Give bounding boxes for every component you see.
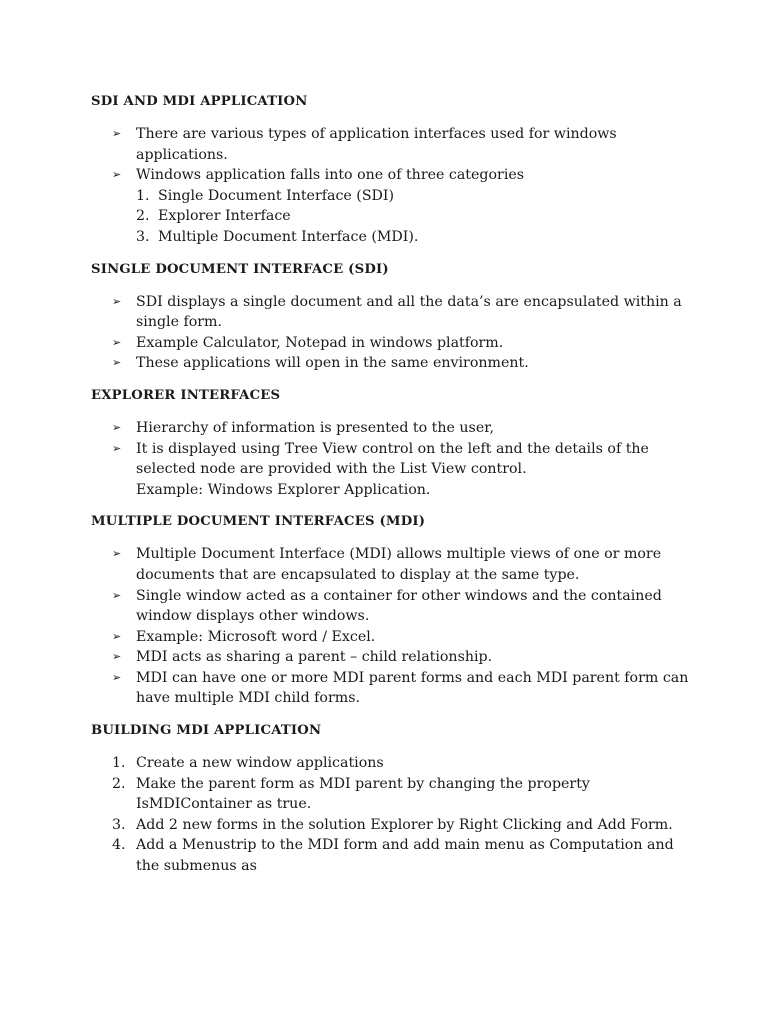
bullet-list	[91, 292, 691, 374]
list-item-text: Windows application falls into one of three categories	[136, 167, 525, 184]
list-item: ➢ These applications will open in the same environment.	[136, 353, 691, 374]
list-item	[112, 774, 691, 815]
list-item-text: Explorer Interface	[158, 208, 291, 225]
bullet-list	[91, 124, 691, 248]
section-heading-explorer: EXPLORER INTERFACES	[91, 387, 281, 403]
section-heading-sdi-mdi: SDI AND MDI APPLICATION	[91, 94, 308, 109]
list-number: 1.	[112, 755, 126, 772]
list-item-text: It is displayed using Tree View control on the left and the details of the selected node are provided with the List View control.	[136, 440, 649, 478]
list-item	[136, 165, 691, 247]
example-text: Example: Windows Explorer Application.	[136, 481, 431, 498]
list-item	[136, 227, 691, 248]
list-item-text: Add a Menustrip to the MDI form and add main menu as Computation and the submenus as	[136, 837, 674, 875]
list-number: 2.	[136, 208, 150, 225]
list-number: 2.	[112, 775, 126, 792]
list-item: ➢ There are various types of application interfaces used for windows applications.	[136, 124, 691, 165]
category-list	[136, 186, 691, 248]
list-item	[112, 835, 691, 876]
list-item	[136, 186, 691, 207]
section-heading-sdi: SINGLE DOCUMENT INTERFACE (SDI)	[91, 261, 389, 277]
list-item	[112, 753, 691, 774]
bullet-list	[91, 418, 691, 500]
list-item-text: Make the parent form as MDI parent by changing the property IsMDIContainer as true.	[136, 775, 590, 813]
list-item: ➢ Single window acted as a container for other windows and the contained window displays other windows.	[136, 586, 691, 627]
list-item: ➢ Multiple Document Interface (MDI) allows multiple views of one or more documents that are encapsulated to display at the same type.	[136, 544, 691, 585]
list-item: ➢ MDI can have one or more MDI parent forms and each MDI parent form can have multiple MDI child forms.	[136, 668, 691, 709]
list-number: 3.	[136, 228, 150, 245]
document-page	[91, 92, 691, 877]
bullet-list	[91, 544, 691, 709]
list-number: 4.	[112, 837, 126, 854]
list-item: ➢ Example Calculator, Notepad in windows platform.	[136, 333, 691, 354]
list-item-text: Add 2 new forms in the solution Explorer by Right Clicking and Add Form.	[136, 816, 673, 833]
list-number: 3.	[112, 816, 126, 833]
list-item	[136, 206, 691, 227]
steps-list	[91, 753, 691, 877]
list-item: ➢ Example: Microsoft word / Excel.	[136, 627, 691, 648]
list-item-text: Single Document Interface (SDI)	[158, 187, 395, 204]
list-item	[112, 815, 691, 836]
list-item: ➢ MDI acts as sharing a parent – child relationship.	[136, 647, 691, 668]
list-item	[136, 439, 691, 501]
list-item-text: Multiple Document Interface (MDI).	[158, 228, 419, 245]
list-number: 1.	[136, 187, 150, 204]
section-heading-building: BUILDING MDI APPLICATION	[91, 723, 322, 739]
list-item: ➢ Hierarchy of information is presented to the user,	[136, 418, 691, 439]
list-item: ➢ SDI displays a single document and all the data’s are encapsulated within a single form.	[136, 292, 691, 333]
section-heading-mdi: MULTIPLE DOCUMENT INTERFACES (MDI)	[91, 514, 426, 530]
list-item-text: Create a new window applications	[136, 755, 384, 772]
